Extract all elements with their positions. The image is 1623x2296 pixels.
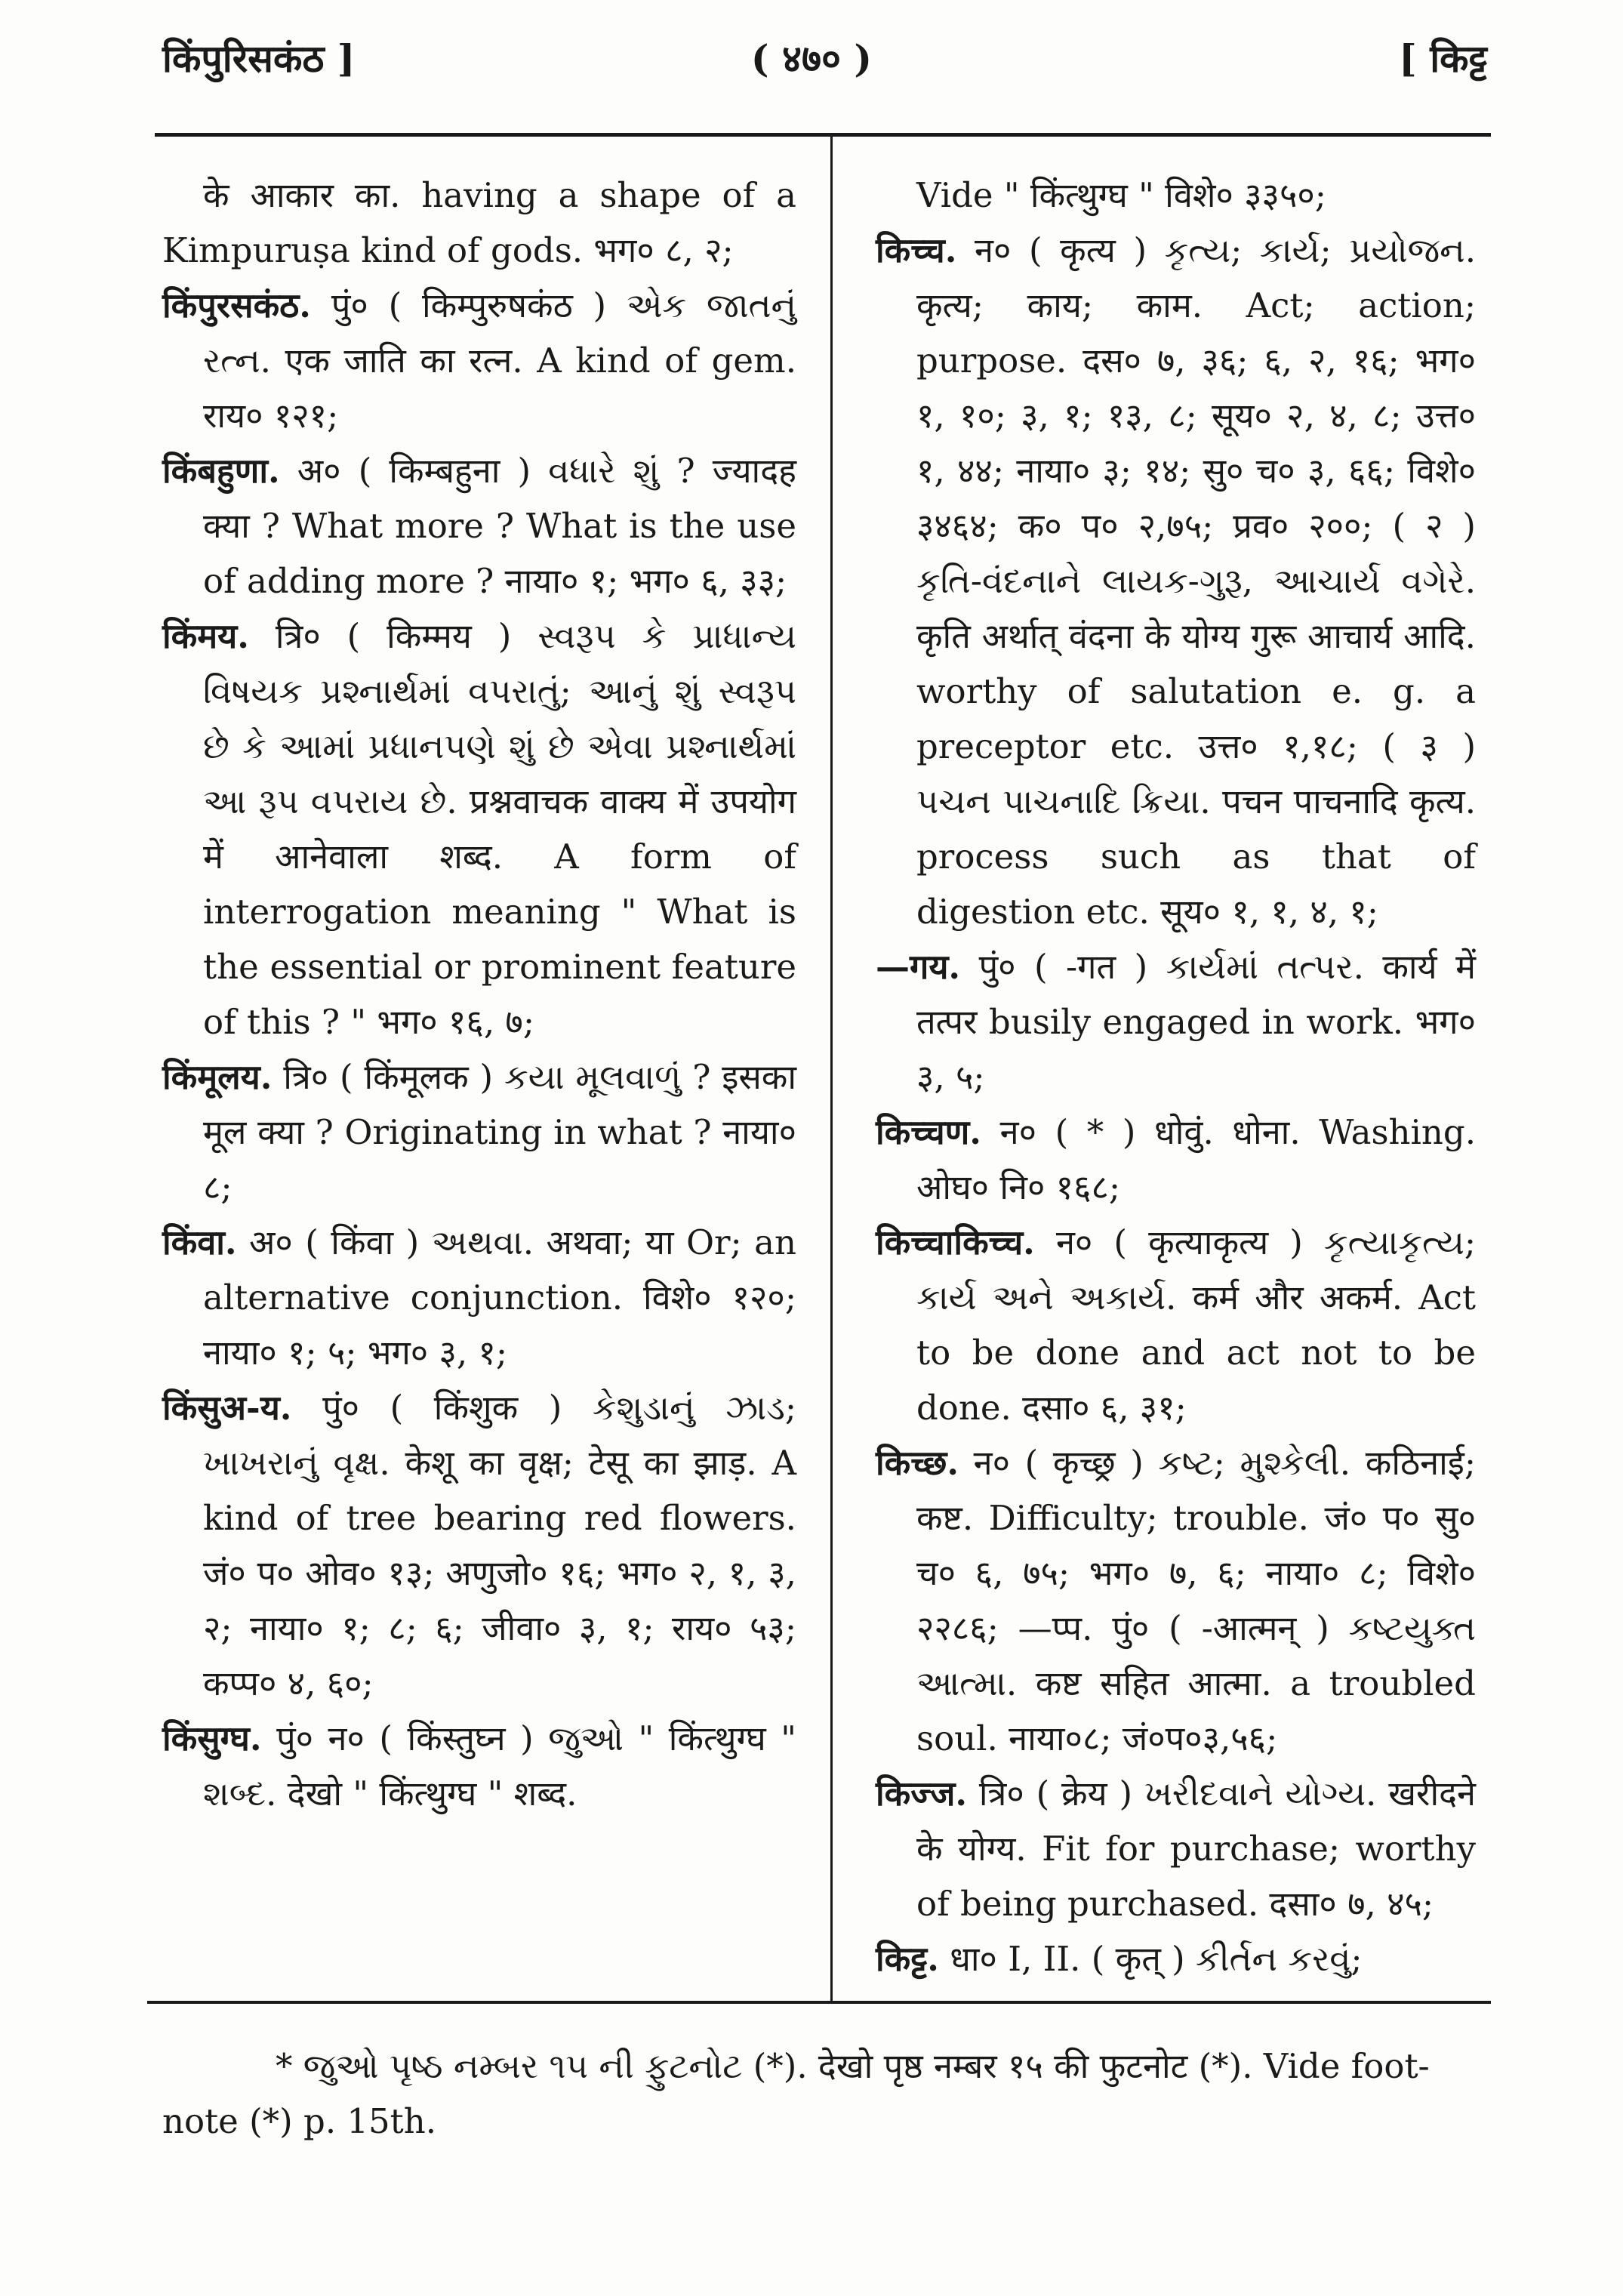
entry: [162, 168, 796, 278]
entry-text: पुं० ( -गत ) કાર્યમાં તત્પર. कार्य में तत्पर busily engaged in work. भग० ३, ५;: [916, 947, 1477, 1097]
left-column: [162, 168, 796, 1821]
subentry: [876, 939, 1476, 1105]
entry-text: त्रि० ( क्रेय ) ખરીદવાને યોગ્ય. खरीदने के योग्य. Fit for purchase; worthy of being purchased. दसा० ७, ४५;: [916, 1774, 1476, 1924]
entry: [876, 1215, 1476, 1435]
entry-text: त्रि० ( किंमूलक ) કયા મૂલવાળું ? इसका मूल क्या ? Originating in what ? नाया० ८;: [203, 1057, 796, 1207]
entry: [162, 609, 796, 1049]
entry-headword: किंबहुणा.: [162, 451, 280, 491]
entry: [876, 168, 1476, 223]
entry-text: पुं० न० ( किंस्तुघ्न ) જુઓ " किंत्थुग्घ " શબ્દ. देखो " किंत्थुग्घ " शब्द.: [203, 1718, 796, 1814]
entry-headword: किच्च.: [876, 230, 957, 270]
entry-headword: किच्चाकिच्च.: [876, 1222, 1035, 1262]
header-right-guideword: [ किट्ट: [1399, 36, 1487, 81]
entry-headword: किंवा.: [162, 1222, 237, 1262]
entry: [162, 443, 796, 609]
bottom-rule: [147, 2001, 1491, 2004]
entry-text: अ० ( किंवा ) અથવા. अथवा; या Or; an alternative conjunction. विशे० १२०; नाया० १; ५; भग० ३, १;: [203, 1222, 796, 1373]
entry-text: अ० ( किम्बहुना ) વધારે શું ? ज्यादह क्या ? What more ? What is the use of adding more ? नाया० १; भग० ६, ३३;: [203, 451, 796, 601]
entry: [162, 1711, 796, 1821]
entry-headword: किंसुग्घ.: [162, 1718, 262, 1758]
entry: [162, 278, 796, 443]
entry: [876, 1931, 1476, 1986]
entry-text: न० ( कृत्याकृत्य ) કૃત્યાકૃત્ય; કાર્ય અને અકાર્ય. कर्म और अकर्म. Act to be done and act not to be done. दसा० ६, ३१;: [916, 1222, 1476, 1428]
entry-headword: किंमय.: [162, 616, 249, 656]
entry: [876, 1435, 1476, 1766]
entry-headword: किंमूलय.: [162, 1057, 273, 1097]
entry-text: पुं० ( किंशुक ) કેશુડાનું ઝાડ; ખાખરાનું વૃક્ષ. केशू का वृक्ष; टेसू का झाड़. A kind of tree bearing red flowers. जं० प० ओव० १३; अणुजो० १६; भग० २, १, ३, २; नाया० १; ८; ६; जीवा० ३, १; राय० ५३; कप्प० ४, ६०;: [203, 1388, 796, 1703]
entry-headword: किंसुअ-य.: [162, 1388, 292, 1428]
column-divider: [830, 136, 833, 2001]
page-number: ( ४७० ): [750, 36, 873, 81]
entry-text: के आकार का. having a shape of a Kimpuruṣa kind of gods. भग० ८, २;: [162, 175, 796, 270]
entry-text: Vide " किंत्थुग्घ " विशे० ३३५०;: [916, 175, 1326, 215]
entry-text: धा० I, II. ( कृत् ) કીર્તન કરવું;: [950, 1939, 1363, 1979]
entry-text: न० ( कृच्छ्र ) કષ્ટ; મુશ્કેલી. कठिनाई; कष्ट. Difficulty; trouble. जं० प० सु० च० ६, ७५; भग० ७, ६; नाया० ८; विशे० २२८६; —प्प. पुं० ( -आत्मन् ) કષ્ટયુક્ત આત્મા. कष्ट सहित आत्मा. a troubled soul. नाया०८; जं०प०३,५६;: [916, 1443, 1477, 1758]
entry: [876, 223, 1476, 939]
entry: [876, 1105, 1476, 1215]
entry-text: न० ( कृत्य ) કૃત્ય; કાર્ય; પ્રયોજન. कृत्य; काय; काम. Act; action; purpose. दस० ७, ३६; ६, २, १६; भग० १, १०; ३, १; १३, ८; सूय० २, ४, ८; उत्त० १, ४४; नाया० ३; १४; सु० च० ३, ६६; विशे० ३४६४; क० प० २,७५; प्रव० २००; ( २ ) કૃતિ-વંદનાને લાયક-ગુરૂ, આચાર્ય વગેરે. कृति अर्थात् वंदना के योग्य गुरू आचार्य आदि. worthy of salutation e. g. a preceptor etc. उत्त० १,१८; ( ३ ) પચન પાચનાદિ ક્રિયા. पचन पाचनादि कृत्य. process such as that of digestion etc. सूय० १, १, ४, १;: [916, 230, 1476, 932]
entry-text: पुं० ( किम्पुरुषकंठ ) એક જાતનું રત્ન. एक जाति का रत्न. A kind of gem. राय० १२१;: [203, 285, 796, 436]
header-left-guideword: किंपुरिसकंठ ]: [162, 36, 356, 81]
entry: [162, 1380, 796, 1711]
entry-headword: —गय.: [876, 947, 961, 987]
entry-headword: किट्ट.: [876, 1939, 939, 1979]
right-column: [876, 168, 1476, 1986]
entry-headword: किंपुरसकंठ.: [162, 285, 311, 325]
entry-headword: किच्छ.: [876, 1443, 959, 1483]
entry: [162, 1215, 796, 1380]
entry-headword: किज्ज.: [876, 1774, 968, 1814]
entry-text: न० ( * ) धोवुं. धोना. Washing. ओघ० नि० १६८;: [916, 1112, 1476, 1207]
entry-text: त्रि० ( किम्मय ) સ્વરૂપ કે પ્રાધાન્ય વિષયક પ્રશ્નાર્થમાં વપરાતું; આનું શું સ્વરૂપ છે કે આમાં પ્રધાનપણે શું છે એવા પ્રશ્નાર્થમાં આ રૂપ વપરાય છે. प्रश्नवाचक वाक्य में उपयोग में आनेवाला शब्द. A form of interrogation meaning " What is the essential or prominent feature of this ? " भग० १६, ७;: [203, 616, 796, 1042]
entry-headword: किच्चण.: [876, 1112, 981, 1152]
entry: [876, 1766, 1476, 1931]
top-rule: [155, 133, 1491, 137]
entry: [162, 1049, 796, 1215]
footnote: * જુઓ પૃષ્ઠ નમ્બર ૧૫ ની ફુટનોટ (*). देखो पृष्ठ नम्बर १५ की फुटनोट (*). Vide foot-note (*) p. 15th.: [162, 2046, 1430, 2141]
